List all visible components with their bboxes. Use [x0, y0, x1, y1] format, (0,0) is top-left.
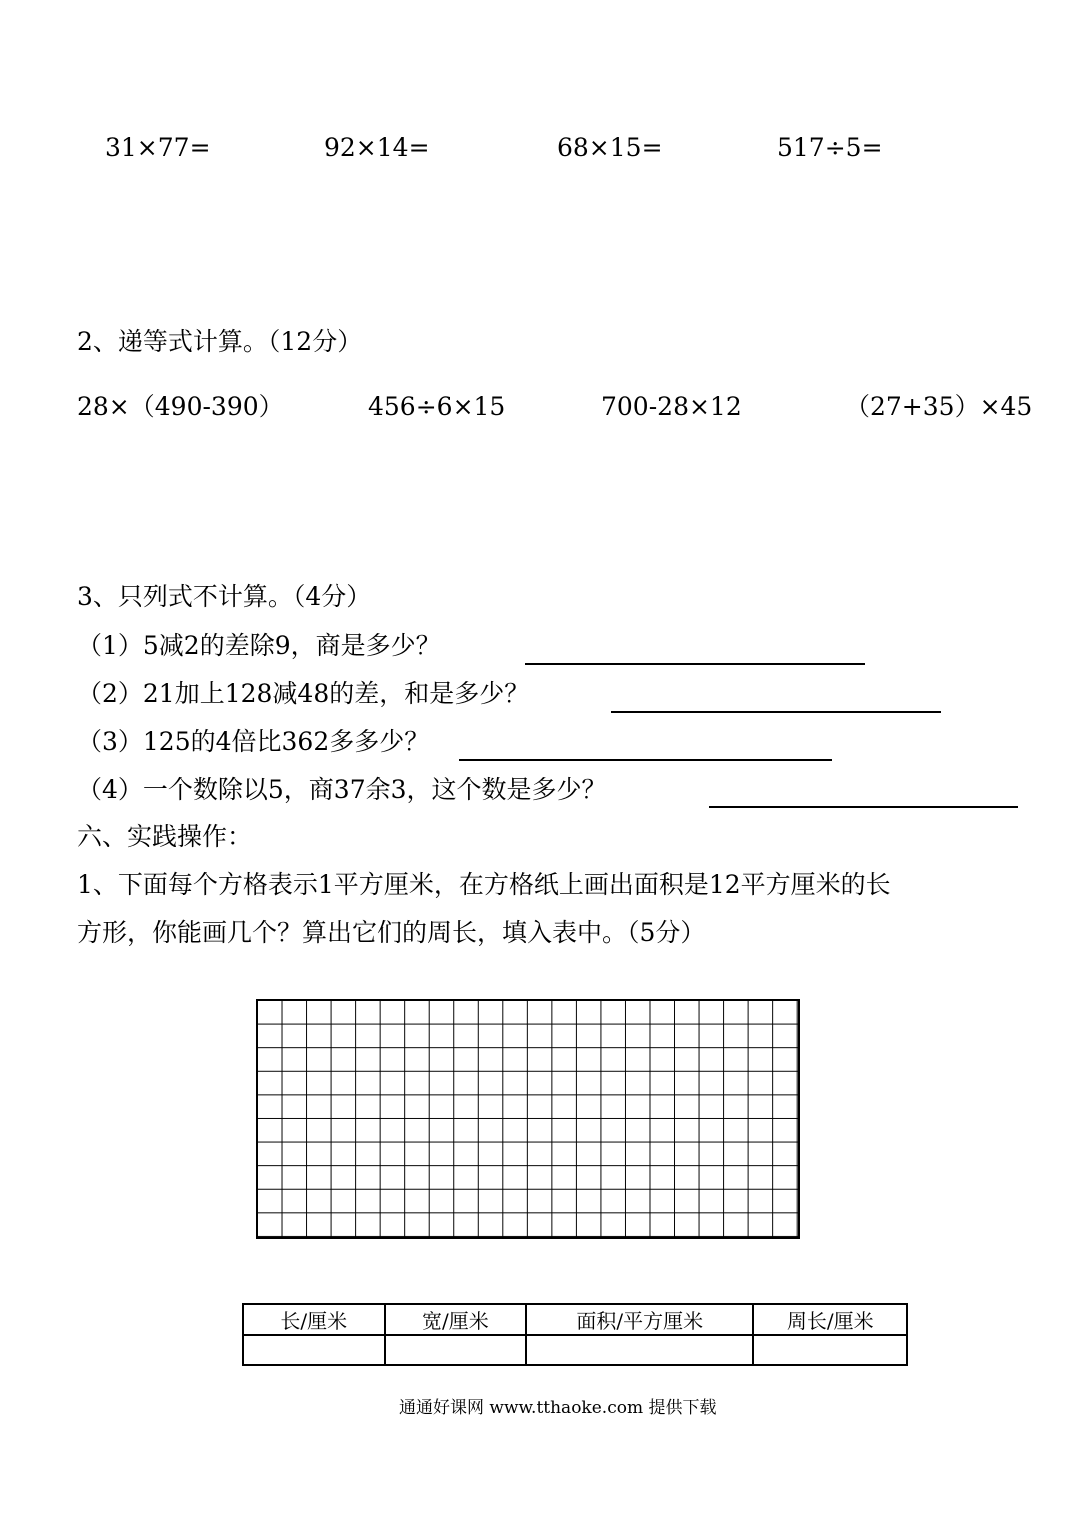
section6-heading: 六、实践操作：: [77, 822, 253, 851]
q2-item: 456÷6×15: [368, 392, 506, 421]
table-header-perimeter: 周长/厘米: [753, 1304, 907, 1335]
table-header-width: 宽/厘米: [385, 1304, 527, 1335]
table-header-row: [243, 1304, 907, 1335]
answer-line-3[interactable]: [459, 759, 832, 761]
calc-item: 517÷5=: [777, 133, 883, 162]
q3-item-3: （3）125的4倍比362多多少？: [77, 727, 430, 756]
table-header-area: 面积/平方厘米: [526, 1304, 753, 1335]
calc-item: 92×14=: [324, 133, 430, 162]
answer-line-1[interactable]: [525, 663, 865, 665]
table-row: [243, 1335, 907, 1365]
section6-q1-line1: 1、下面每个方格表示1平方厘米，在方格纸上画出面积是12平方厘米的长: [77, 870, 891, 899]
q2-heading: 2、递等式计算。（12分）: [77, 327, 363, 356]
calc-item: 31×77=: [105, 133, 211, 162]
section6-q1-line2: 方形，你能画几个？算出它们的周长，填入表中。（5分）: [77, 918, 706, 947]
table-cell-width[interactable]: [385, 1335, 527, 1365]
q3-item-4: （4）一个数除以5，商37余3，这个数是多少？: [77, 775, 607, 804]
table-cell-area[interactable]: [526, 1335, 753, 1365]
table-cell-perimeter[interactable]: [753, 1335, 907, 1365]
q3-item-2: （2）21加上128减48的差，和是多少？: [77, 679, 530, 708]
answer-line-4[interactable]: [709, 806, 1018, 808]
q2-item: 28×（490-390）: [77, 392, 284, 421]
q2-item: （27+35）×45: [845, 392, 1033, 421]
answer-table: [242, 1303, 908, 1366]
q3-item-1: （1）5减2的差除9，商是多少？: [77, 631, 441, 660]
q2-item: 700-28×12: [601, 392, 742, 421]
table-cell-length[interactable]: [243, 1335, 385, 1365]
page-footer: 通通好课网 www.tthaoke.com 提供下载: [399, 1398, 717, 1418]
q3-heading: 3、只列式不计算。（4分）: [77, 582, 372, 611]
table-header-length: 长/厘米: [243, 1304, 385, 1335]
answer-line-2[interactable]: [611, 711, 941, 713]
calc-item: 68×15=: [557, 133, 663, 162]
square-grid[interactable]: [256, 999, 800, 1239]
